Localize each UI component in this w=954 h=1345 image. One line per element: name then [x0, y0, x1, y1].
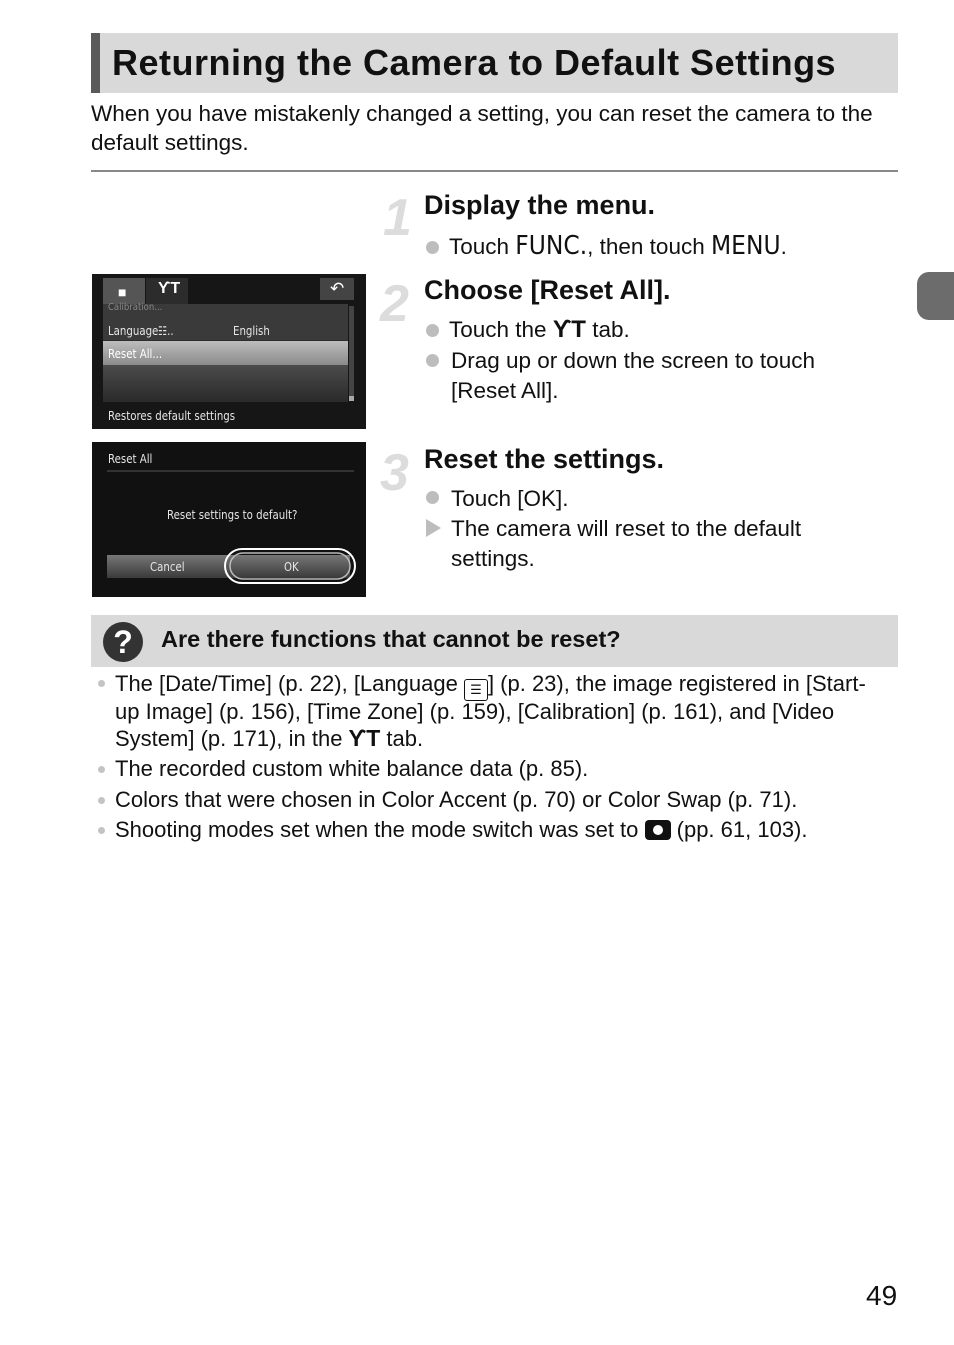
intro-text: When you have mistakenly changed a setting, you can reset the camera to the default settings. [91, 101, 873, 155]
page-number: 49 [866, 1280, 898, 1311]
step-title-1: Display the menu. [424, 190, 656, 220]
menu-value-language: English [233, 324, 270, 338]
menu-item-partial: Calibration... [108, 302, 163, 313]
note-1-line-2: up Image] (p. 156), [Time Zone] (p. 159), [Calibration] (p. 161), and [Video [115, 699, 835, 724]
cancel-button[interactable]: Cancel [150, 560, 185, 574]
page-title: Returning the Camera to Default Settings [112, 42, 837, 83]
func-icon: FUNC. [515, 231, 588, 261]
dialog-question: Reset settings to default? [167, 508, 298, 522]
step-number-1: 1 [383, 189, 412, 247]
dialog-title: Reset All [108, 452, 153, 466]
language-icon: ☰ [464, 679, 488, 701]
settings-tab-icon: ϒT [158, 280, 181, 297]
title-accent [91, 33, 100, 93]
settings-tab-icon: ϒT [348, 725, 381, 751]
step-title-3: Reset the settings. [424, 444, 665, 474]
note-1-line-1: The [Date/Time] (p. 22), [Language ☰ ] (p. 23), the image registered in [Start- [115, 670, 866, 701]
back-icon: ↶ [330, 279, 345, 298]
menu-hint: Restores default settings [108, 409, 236, 423]
step-title-2: Choose [Reset All]. [424, 275, 671, 305]
menu-icon: MENU [710, 231, 781, 261]
note-bullet [98, 827, 105, 834]
note-bullet [98, 797, 105, 804]
step-3-bullet-1: Touch [OK]. [451, 486, 569, 511]
note-1-line-3: System] (p. 171), in the ϒT tab. [115, 725, 424, 751]
step-1-bullet-1: Touch FUNC., then touch MENU. [426, 231, 787, 262]
faq-header [91, 615, 898, 667]
menu-item-language: Language [108, 324, 159, 338]
note-4: Shooting modes set when the mode switch was set to (pp. 61, 103). [115, 817, 808, 842]
bullet-dot-3 [426, 491, 439, 509]
question-icon: ? [103, 622, 143, 662]
camera-screen-reset-dialog [92, 442, 366, 597]
note-bullet [98, 680, 105, 687]
title-bar [91, 33, 898, 93]
note-bullet [98, 766, 105, 773]
chapter-tab [917, 272, 954, 320]
step-2-bullet-1: Touch the ϒT tab. [426, 315, 630, 345]
divider [91, 170, 898, 172]
faq-title: Are there functions that cannot be reset? [161, 626, 621, 652]
ok-button[interactable]: OK [284, 560, 299, 574]
bullet-dot [426, 241, 439, 254]
step-3-result: The camera will reset to the default settings. [451, 516, 802, 571]
note-2: The recorded custom white balance data (p. 85). [115, 756, 589, 781]
menu-item-reset-all: Reset All... [108, 347, 163, 361]
settings-tab-icon: ϒT [552, 316, 586, 343]
step-number-3: 3 [380, 444, 409, 502]
step-2-bullet-2: Drag up or down the screen to touch [Reset All]. [451, 348, 815, 403]
bullet-dot [426, 324, 439, 337]
note-3: Colors that were chosen in Color Accent (p. 70) or Color Swap (p. 71). [115, 787, 798, 812]
bullet-dot-2 [426, 354, 439, 372]
result-triangle-icon [426, 519, 441, 537]
language-glyph-icon: ☷.. [158, 324, 174, 338]
step-number-2: 2 [380, 275, 409, 333]
camera-screen-settings-menu [92, 274, 366, 429]
camera-icon [645, 820, 671, 840]
camera-tab-icon: ■ [118, 284, 127, 300]
